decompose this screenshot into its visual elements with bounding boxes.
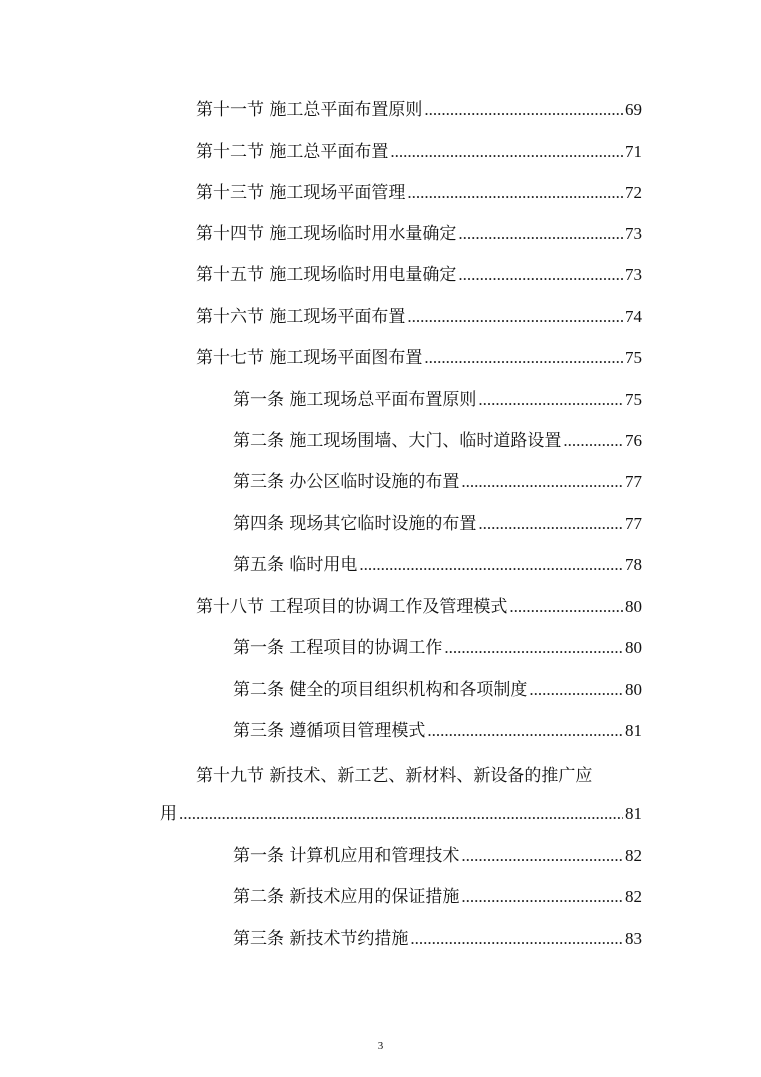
toc-entry-label: 第二条 健全的项目组织机构和各项制度 [233, 680, 528, 700]
toc-entry-label: 第三条 遵循项目管理模式 [233, 721, 426, 741]
toc-entry-label: 第三条 办公区临时设施的布置 [233, 472, 460, 492]
toc-entry-label: 第二条 施工现场围墙、大门、临时道路设置 [233, 431, 562, 451]
toc-entry[interactable] [196, 597, 642, 617]
toc-subentry[interactable] [233, 390, 642, 410]
toc-entry-page: 69 [625, 100, 642, 119]
toc-entry-label: 第十五节 施工现场临时用电量确定 [196, 265, 457, 285]
toc-leader-dots [410, 929, 623, 949]
toc-entry[interactable] [196, 265, 642, 285]
toc-leader-dots [478, 390, 623, 410]
toc-entry-label: 第五条 临时用电 [233, 555, 358, 575]
toc-subentry[interactable] [233, 887, 642, 907]
toc-entry-page: 75 [625, 390, 642, 409]
toc-entry-page: 77 [625, 472, 642, 491]
toc-entry-wrapped-line2[interactable] [160, 804, 642, 824]
toc-entry-label: 第四条 现场其它临时设施的布置 [233, 514, 477, 534]
toc-leader-dots [461, 472, 623, 492]
toc-entry-page: 77 [625, 514, 642, 533]
toc-leader-dots [461, 846, 623, 866]
toc-entry-page: 74 [625, 307, 642, 326]
toc-leader-dots [427, 721, 623, 741]
toc-leader-dots [444, 638, 623, 658]
toc-entry[interactable] [196, 224, 642, 244]
toc-subentry[interactable] [233, 846, 642, 866]
toc-subentry[interactable] [233, 555, 642, 575]
toc-leader-dots [359, 555, 623, 575]
toc-leader-dots [424, 348, 623, 368]
toc-entry[interactable] [196, 142, 642, 162]
toc-leader-dots [407, 307, 623, 327]
toc-leader-dots [424, 100, 623, 120]
toc-leader-dots [458, 265, 623, 285]
toc-entry-label-continuation: 用 [160, 804, 177, 824]
toc-subentry[interactable] [233, 638, 642, 658]
toc-subentry[interactable] [233, 472, 642, 492]
toc-entry-page: 83 [625, 929, 642, 948]
toc-entry-page: 73 [625, 265, 642, 284]
toc-entry-label: 第十八节 工程项目的协调工作及管理模式 [196, 597, 508, 617]
toc-entry-page: 80 [625, 638, 642, 657]
toc-entry-page: 80 [625, 680, 642, 699]
toc-entry[interactable] [196, 307, 642, 327]
toc-entry-label: 第一条 施工现场总平面布置原则 [233, 390, 477, 410]
toc-entry[interactable] [196, 348, 642, 368]
toc-leader-dots [458, 224, 623, 244]
toc-entry-wrapped-line1[interactable] [196, 766, 592, 786]
page-number: 3 [377, 1040, 384, 1052]
toc-entry[interactable] [196, 100, 642, 120]
toc-entry-label: 第三条 新技术节约措施 [233, 929, 409, 949]
toc-entry-label: 第二条 新技术应用的保证措施 [233, 887, 460, 907]
toc-entry-page: 82 [625, 887, 642, 906]
toc-leader-dots [179, 804, 623, 824]
toc-entry-page: 80 [625, 597, 642, 616]
toc-entry-page: 75 [625, 348, 642, 367]
toc-entry-label: 第十九节 新技术、新工艺、新材料、新设备的推广应 [196, 766, 593, 786]
toc-entry-page: 76 [625, 431, 642, 450]
toc-subentry[interactable] [233, 680, 642, 700]
toc-entry-label: 第一条 工程项目的协调工作 [233, 638, 443, 658]
toc-entry-label: 第十四节 施工现场临时用水量确定 [196, 224, 457, 244]
toc-leader-dots [478, 514, 623, 534]
toc-subentry[interactable] [233, 431, 642, 451]
toc-entry-page: 81 [625, 721, 642, 740]
toc-entry-label: 第十六节 施工现场平面布置 [196, 307, 406, 327]
toc-subentry[interactable] [233, 514, 642, 534]
toc-leader-dots [390, 142, 623, 162]
toc-entry-page: 82 [625, 846, 642, 865]
toc-entry-label: 第一条 计算机应用和管理技术 [233, 846, 460, 866]
toc-entry-page: 71 [625, 142, 642, 161]
toc-entry-label: 第十二节 施工总平面布置 [196, 142, 389, 162]
toc-entry-page: 78 [625, 555, 642, 574]
toc-subentry[interactable] [233, 721, 642, 741]
toc-entry-label: 第十一节 施工总平面布置原则 [196, 100, 423, 120]
toc-leader-dots [407, 183, 623, 203]
toc-leader-dots [529, 680, 623, 700]
toc-leader-dots [509, 597, 623, 617]
toc-entry-page: 72 [625, 183, 642, 202]
toc-entry[interactable] [196, 183, 642, 203]
toc-entry-label: 第十七节 施工现场平面图布置 [196, 348, 423, 368]
toc-leader-dots [461, 887, 623, 907]
toc-entry-page: 81 [625, 804, 642, 823]
toc-subentry[interactable] [233, 929, 642, 949]
toc-entry-label: 第十三节 施工现场平面管理 [196, 183, 406, 203]
toc-entry-page: 73 [625, 224, 642, 243]
toc-leader-dots [563, 431, 623, 451]
